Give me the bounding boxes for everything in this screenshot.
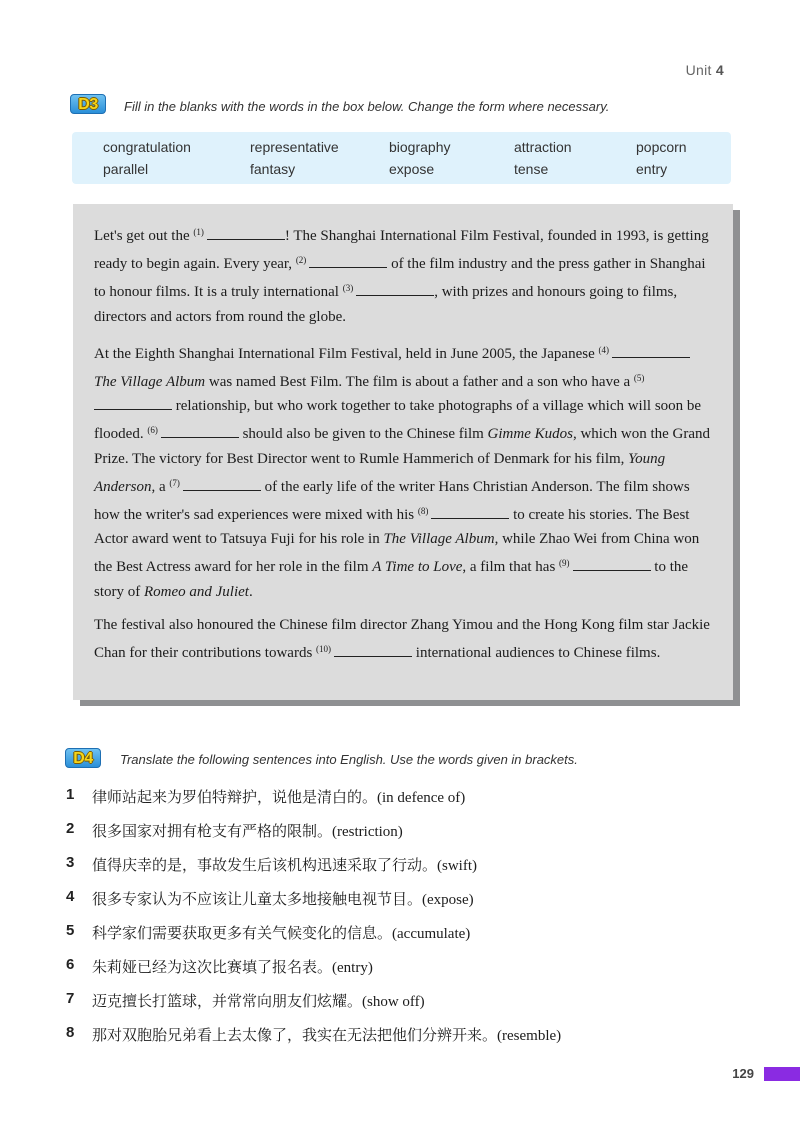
item-text: 值得庆幸的是，事故发生后该机构迅速采取了行动。(swift)	[92, 858, 477, 874]
translation-item	[66, 1018, 746, 1052]
film-title: Young Anderson	[94, 450, 666, 495]
word-item: expose	[389, 161, 435, 177]
blank-number: (10)	[316, 644, 332, 655]
page-color-bar	[764, 1067, 800, 1081]
word-item: popcorn	[636, 139, 687, 155]
passage-paragraph-2: At the Eighth Shanghai International Film Festival, held in June 2005, the Japanese $^{(4)}$ The Village Album was named Best Film. The film is about a father and a son who have a $^{(5)}$ relationship, but who work together to take photographs of a village which will soon be flooded. $^{(6)}$ should also be given to the Chinese film Gimme Kudos, which won the Grand Prize. The victory for Best Director went to Rumle Hammerich of Denmark for his film, Young Anderson, a $^{(7)}$ of the early life of the writer Hans Christian Anderson. The film shows how the writer's sad experiences were mixed with his $^{(8)}$ to create his stories. The Best Actor award went to Tatsuya Fuji for his role in The Village Album, while Zhao Wei from China won the Best Actress award for her role in the film A Time to Love, a film that has $^{(9)}$ to the story of Romeo and Juliet.	[94, 344, 711, 600]
blank-number: (5)	[633, 373, 645, 384]
unit-word: Unit	[685, 62, 712, 78]
unit-number: 4	[715, 62, 724, 78]
film-title: The Village Album	[94, 374, 206, 391]
word-item: tense	[514, 161, 549, 177]
d4-badge: D4	[65, 748, 101, 768]
item-number: 2	[66, 820, 75, 837]
blank-number: (7)	[169, 477, 180, 488]
blank-4[interactable]	[612, 346, 690, 358]
item-number: 5	[66, 922, 75, 939]
item-text: 很多专家认为不应该让儿童太多地接触电视节目。(expose)	[92, 892, 474, 908]
blank-10[interactable]	[334, 645, 412, 657]
blank-number: (3)	[342, 283, 354, 294]
blank-number: (4)	[598, 344, 609, 355]
page-number: 129	[732, 1066, 754, 1081]
item-number: 6	[66, 956, 75, 973]
word-item: congratulation	[103, 139, 191, 155]
blank-9[interactable]	[573, 559, 651, 571]
film-title: The Village Album	[383, 531, 495, 548]
passage-paragraph-1: Let's get out the $^{(1)}$ ! The Shanghai International Film Festival, founded in 1993, is getting ready to begin again. Every year, $^{(2)}$ of the film industry and the press gather in Shanghai to honour films. It is a truly international $^{(3)}$ , with prizes and honours going to films, directors and actors from round the globe.	[94, 227, 709, 325]
blank-2[interactable]	[309, 256, 387, 268]
item-text: 迈克擅长打篮球，并常常向朋友们炫耀。(show off)	[92, 994, 425, 1010]
translation-item	[66, 984, 746, 1018]
word-item: attraction	[514, 139, 572, 155]
word-item: representative	[250, 139, 339, 155]
translation-item	[66, 916, 746, 950]
blank-number: (8)	[417, 506, 429, 517]
blank-6[interactable]	[161, 426, 239, 438]
d3-badge: D3	[70, 94, 106, 114]
translation-item	[66, 814, 746, 848]
passage-box	[73, 204, 733, 700]
blank-5[interactable]	[94, 398, 172, 410]
translation-item	[66, 882, 746, 916]
blank-1[interactable]	[207, 228, 285, 240]
translation-item	[66, 780, 746, 814]
word-item: biography	[389, 139, 451, 155]
film-title: A Time to Love	[372, 559, 463, 576]
d4-instruction: Translate the following sentences into English. Use the words given in brackets.	[120, 752, 578, 767]
item-number: 7	[66, 990, 75, 1007]
item-number: 3	[66, 854, 75, 871]
word-item: entry	[636, 161, 668, 177]
d3-instruction: Fill in the blanks with the words in the box below. Change the form where necessary.	[124, 99, 610, 114]
blank-number: (2)	[295, 255, 307, 266]
blank-number: (1)	[193, 227, 204, 237]
film-title: Romeo and Juliet	[144, 583, 249, 600]
unit-label	[686, 62, 724, 78]
item-number: 1	[66, 786, 75, 803]
blank-3[interactable]	[356, 284, 434, 296]
translation-item	[66, 950, 746, 984]
blank-8[interactable]	[431, 507, 509, 519]
item-text: 那对双胞胎兄弟看上去太像了，我实在无法把他们分辨开来。(resemble)	[92, 1028, 562, 1044]
item-number: 4	[66, 888, 75, 905]
word-box	[72, 132, 731, 184]
word-item: parallel	[103, 161, 149, 177]
blank-number: (9)	[559, 558, 570, 569]
item-text: 科学家们需要获取更多有关气候变化的信息。(accumulate)	[92, 926, 471, 942]
word-item: fantasy	[250, 161, 296, 177]
item-text: 朱莉娅已经为这次比赛填了报名表。(entry)	[92, 960, 373, 976]
film-title: Gimme Kudos	[487, 426, 573, 443]
translation-list	[66, 780, 746, 1052]
translation-item	[66, 848, 746, 882]
blank-number: (6)	[147, 425, 158, 436]
blank-7[interactable]	[183, 479, 261, 491]
item-text: 很多国家对拥有枪支有严格的限制。(restriction)	[92, 824, 403, 840]
item-number: 8	[66, 1024, 75, 1041]
item-text: 律师站起来为罗伯特辩护，说他是清白的。(in defence of)	[92, 790, 466, 806]
passage-paragraph-3: The festival also honoured the Chinese film director Zhang Yimou and the Hong Kong film star Jackie Chan for their contributions towards $^{(10)}$ international audiences to Chinese films.	[94, 616, 710, 662]
